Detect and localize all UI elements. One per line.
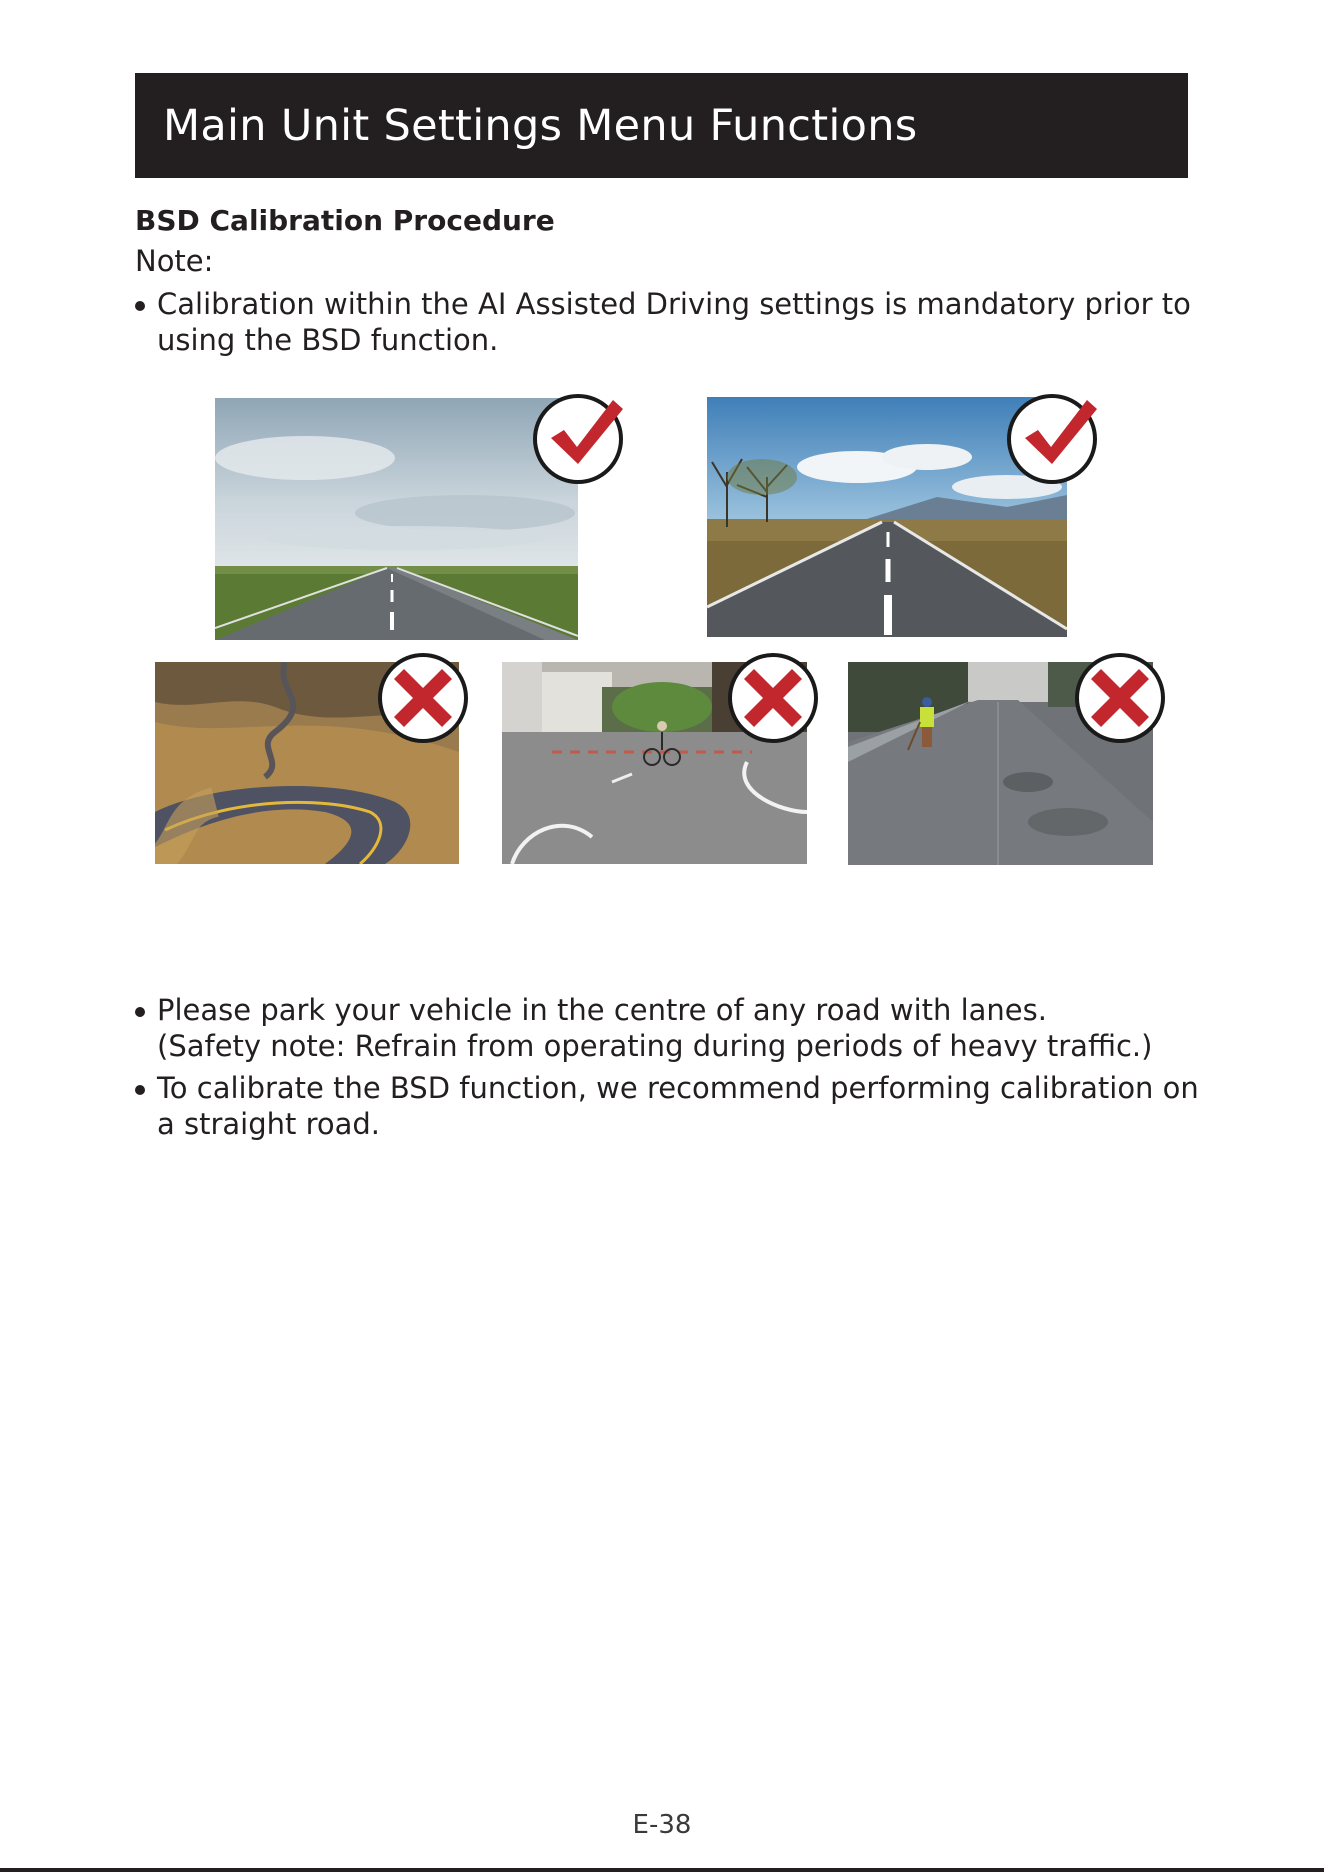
cross-mark-icon [376, 651, 470, 745]
bullet-line: To calibrate the BSD function, we recommend performing calibration on [157, 1071, 1199, 1105]
cross-mark-icon [726, 651, 820, 745]
bullet-dot [135, 301, 145, 311]
bullet-line: a straight road. [157, 1107, 381, 1141]
photo-straight-road-grassland [215, 398, 578, 640]
bullet-dot [135, 1007, 145, 1017]
bullet-dot [135, 1085, 145, 1095]
bullet-line: (Safety note: Refrain from operating during periods of heavy traffic.) [157, 1029, 1153, 1063]
bullet-item-straight-road [157, 1070, 1197, 1142]
page-number: E-38 [632, 1810, 692, 1840]
bullet-line: using the BSD function. [157, 323, 499, 357]
bullet-item-calibration-mandatory [157, 286, 1197, 358]
bullet-line: Calibration within the AI Assisted Driving settings is mandatory prior to [157, 287, 1191, 321]
bottom-rule [0, 1868, 1324, 1872]
check-mark-icon [531, 392, 625, 486]
cross-mark-icon [1073, 651, 1167, 745]
page-header-bar [135, 73, 1188, 178]
bullet-line: Please park your vehicle in the centre of any road with lanes. [157, 993, 1047, 1027]
section-heading: BSD Calibration Procedure [135, 204, 555, 237]
note-label: Note: [135, 244, 214, 278]
check-mark-icon [1005, 392, 1099, 486]
bullet-item-park-vehicle [157, 992, 1197, 1064]
page-title: Main Unit Settings Menu Functions [163, 100, 918, 151]
